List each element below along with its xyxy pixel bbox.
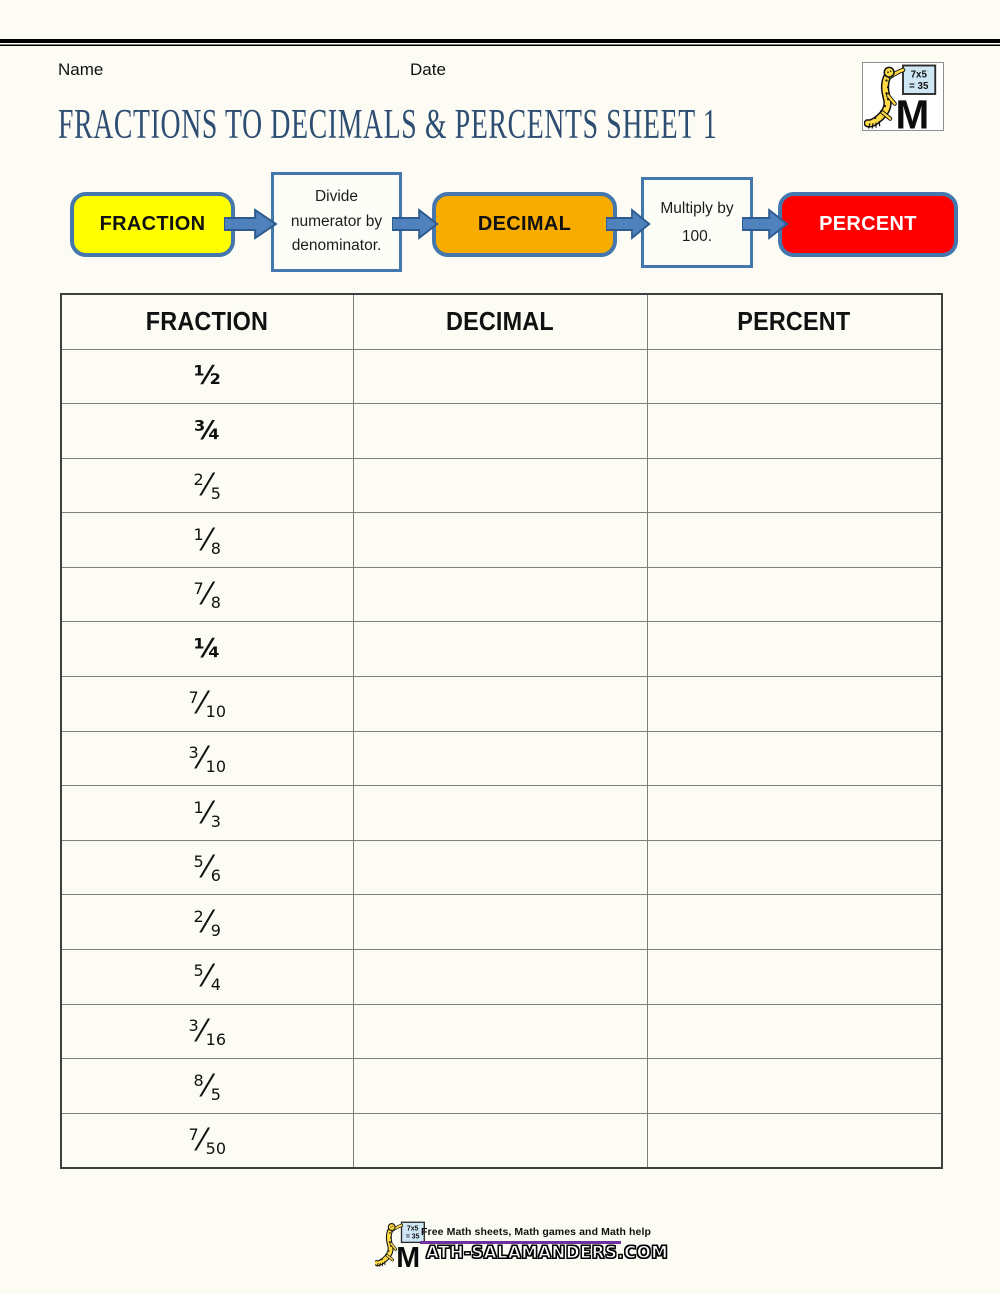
table-row [61, 677, 942, 732]
fraction-value: 7⁄50 [188, 1122, 227, 1158]
multiply-instruction-text: Multiply by 100. [660, 199, 734, 245]
table-row [61, 458, 942, 513]
percent-answer-cell[interactable] [647, 567, 942, 622]
fraction-cell [61, 513, 353, 568]
arrow-right-icon [392, 207, 439, 241]
fraction-step-box [70, 192, 235, 257]
fraction-cell [61, 677, 353, 732]
fraction-cell [61, 1059, 353, 1114]
table-row [61, 840, 942, 895]
decimal-answer-cell[interactable] [353, 950, 647, 1005]
fraction-value: 1⁄3 [193, 795, 221, 831]
decimal-column-header: DECIMAL [353, 294, 647, 349]
fraction-table-body [61, 349, 942, 1168]
percent-answer-cell[interactable] [647, 622, 942, 677]
table-row [61, 622, 942, 677]
fraction-cell [61, 567, 353, 622]
fraction-value: 7⁄10 [188, 686, 227, 722]
table-row [61, 349, 942, 404]
percent-step-label: PERCENT [819, 213, 917, 235]
percent-answer-cell[interactable] [647, 458, 942, 513]
decimal-answer-cell[interactable] [353, 349, 647, 404]
fraction-value: 2⁄5 [193, 467, 221, 503]
fraction-cell [61, 1004, 353, 1059]
fraction-cell [61, 1113, 353, 1168]
logo-m-letter: M [895, 91, 930, 130]
decimal-answer-cell[interactable] [353, 458, 647, 513]
chalkboard-line1: 7x5 [910, 69, 927, 80]
fraction-value: ½ [193, 361, 221, 392]
table-row [61, 404, 942, 459]
name-label: Name [58, 60, 104, 79]
table-row [61, 950, 942, 1005]
fraction-cell [61, 840, 353, 895]
fraction-step-label: FRACTION [99, 213, 206, 235]
fraction-value: 3⁄10 [188, 740, 227, 776]
decimal-answer-cell[interactable] [353, 840, 647, 895]
fraction-value: 7⁄8 [193, 577, 221, 613]
fraction-column-header: FRACTION [61, 294, 353, 349]
fraction-value: 3⁄16 [188, 1013, 227, 1049]
table-row [61, 786, 942, 841]
fraction-value: 8⁄5 [193, 1068, 221, 1104]
table-row [61, 567, 942, 622]
decimal-step-label: DECIMAL [477, 213, 572, 235]
table-row [61, 1113, 942, 1168]
percent-answer-cell[interactable] [647, 349, 942, 404]
percent-answer-cell[interactable] [647, 786, 942, 841]
fractions-table [60, 293, 943, 1169]
percent-answer-cell[interactable] [647, 513, 942, 568]
table-header-row [61, 294, 942, 349]
fraction-cell [61, 895, 353, 950]
fraction-value: 5⁄6 [193, 850, 221, 886]
date-label: Date [410, 60, 446, 79]
site-name: ATH-SALAMANDERS.COM [426, 1243, 669, 1262]
decimal-answer-cell[interactable] [353, 1004, 647, 1059]
table-row [61, 731, 942, 786]
fraction-cell [61, 349, 353, 404]
percent-answer-cell[interactable] [647, 1004, 942, 1059]
fraction-cell [61, 786, 353, 841]
top-divider [0, 39, 1000, 46]
fraction-value: ¼ [193, 634, 221, 665]
decimal-answer-cell[interactable] [353, 622, 647, 677]
footer-tagline: Free Math sheets, Math games and Math help [421, 1226, 651, 1238]
percent-answer-cell[interactable] [647, 1113, 942, 1168]
percent-answer-cell[interactable] [647, 404, 942, 459]
percent-answer-cell[interactable] [647, 1059, 942, 1114]
percent-answer-cell[interactable] [647, 895, 942, 950]
percent-answer-cell[interactable] [647, 840, 942, 895]
decimal-answer-cell[interactable] [353, 786, 647, 841]
decimal-answer-cell[interactable] [353, 404, 647, 459]
chalkboard-line2: = 35 [909, 80, 929, 92]
divide-instruction-text: Divide numerator by denominator. [290, 187, 383, 255]
table-row [61, 1059, 942, 1114]
arrow-right-icon [606, 207, 651, 241]
decimal-answer-cell[interactable] [353, 677, 647, 732]
fraction-value: 2⁄9 [193, 904, 221, 940]
multiply-instruction-box [641, 177, 753, 268]
decimal-answer-cell[interactable] [353, 1059, 647, 1114]
fraction-value: 5⁄4 [193, 959, 221, 995]
table-row [61, 1004, 942, 1059]
arrow-right-icon [224, 207, 278, 241]
decimal-answer-cell[interactable] [353, 513, 647, 568]
decimal-answer-cell[interactable] [353, 567, 647, 622]
arrow-right-icon [742, 207, 789, 241]
decimal-step-box [432, 192, 617, 257]
percent-step-box [778, 192, 958, 257]
fraction-cell [61, 950, 353, 1005]
fraction-cell [61, 404, 353, 459]
table-row [61, 513, 942, 568]
table-row [61, 895, 942, 950]
percent-column-header: PERCENT [647, 294, 942, 349]
decimal-answer-cell[interactable] [353, 895, 647, 950]
divide-instruction-box [271, 172, 402, 272]
decimal-answer-cell[interactable] [353, 731, 647, 786]
salamander-eye [890, 70, 892, 72]
salamander-head [884, 67, 894, 77]
page-title: FRACTIONS TO DECIMALS & PERCENTS SHEET 1 [58, 102, 718, 148]
decimal-answer-cell[interactable] [353, 1113, 647, 1168]
percent-answer-cell[interactable] [647, 731, 942, 786]
fraction-cell [61, 458, 353, 513]
fraction-cell [61, 731, 353, 786]
fraction-value: 1⁄8 [193, 522, 221, 558]
fraction-value: ¾ [193, 415, 221, 446]
fraction-cell [61, 622, 353, 677]
percent-answer-cell[interactable] [647, 950, 942, 1005]
percent-answer-cell[interactable] [647, 677, 942, 732]
